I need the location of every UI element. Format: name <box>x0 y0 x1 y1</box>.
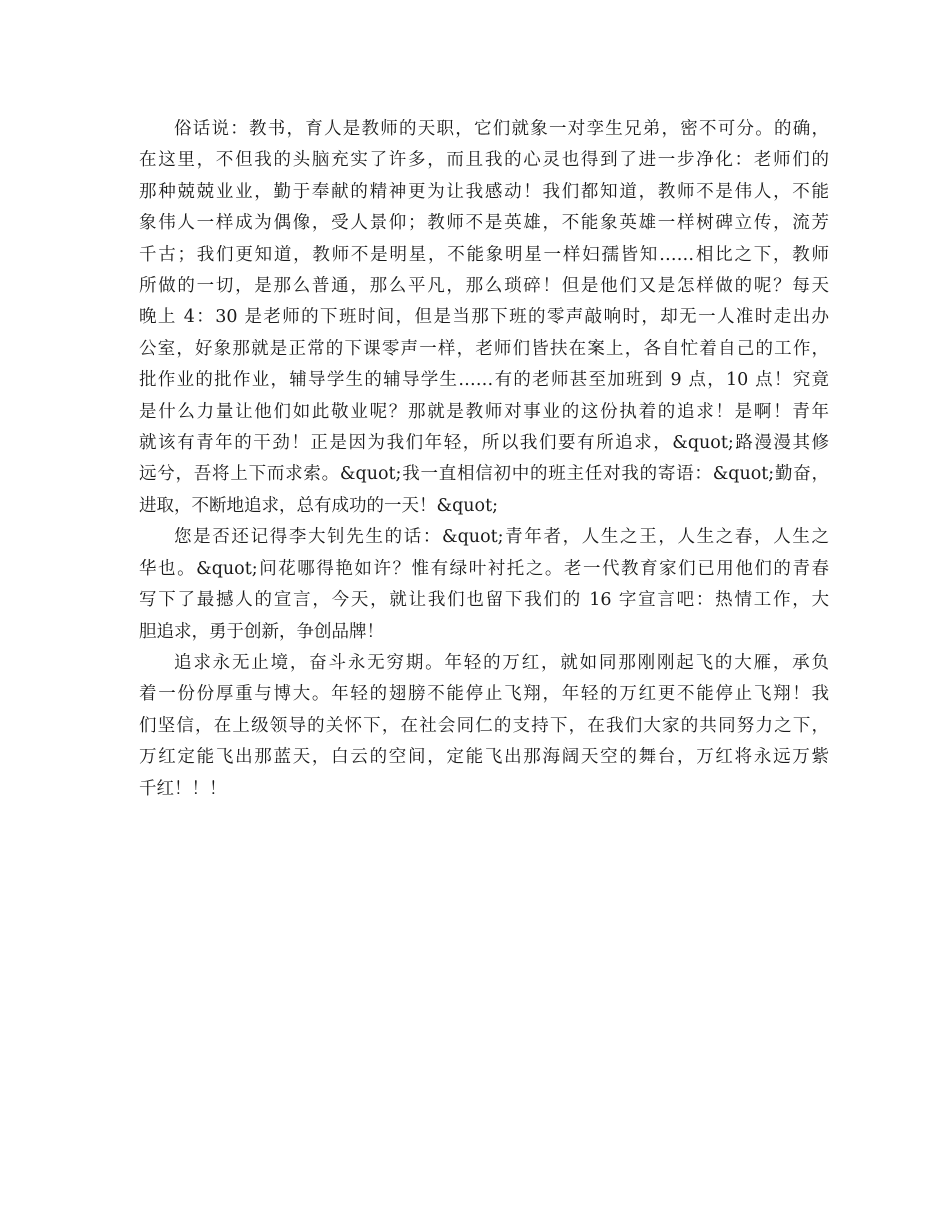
text-line: 追求永无止境，奋斗永无穷期。年轻的万红，就如同那刚刚起飞的大雁，承负 <box>174 652 829 673</box>
text-line: 批作业的批作业，辅导学生的辅导学生……有的老师甚至加班到 9 点，10 点！究竟 <box>139 370 829 391</box>
text-line: 您是否还记得李大钊先生的话：&quot;青年者，人生之王，人生之春，人生之 <box>174 527 829 548</box>
text-line: 写下了最撼人的宣言，今天，就让我们也留下我们的 16 字宣言吧：热情工作，大 <box>139 590 829 611</box>
text-line: 万红定能飞出那蓝天，白云的空间，定能飞出那海阔天空的舞台，万红将永远万紫 <box>139 747 829 768</box>
text-line: 着一份份厚重与博大。年轻的翅膀不能停止飞翔，年轻的万红更不能停止飞翔！我 <box>139 684 829 705</box>
paragraph-2 <box>139 522 829 648</box>
text-line: 在这里，不但我的头脑充实了许多，而且我的心灵也得到了进一步净化：老师们的 <box>139 150 829 171</box>
text-line: 就该有青年的干劲！正是因为我们年轻，所以我们要有所追求，&quot;路漫漫其修 <box>139 433 829 454</box>
text-line: 们坚信，在上级领导的关怀下，在社会同仁的支持下，在我们大家的共同努力之下， <box>139 715 829 736</box>
text-line: 千古；我们更知道，教师不是明星，不能象明星一样妇孺皆知……相比之下，教师 <box>139 244 829 265</box>
text-line: 象伟人一样成为偶像，受人景仰；教师不是英雄，不能象英雄一样树碑立传，流芳 <box>139 213 829 234</box>
text-line: 胆追求，勇于创新，争创品牌！ <box>139 621 384 642</box>
text-line: 所做的一切，是那么普通，那么平凡，那么琐碎！但是他们又是怎样做的呢？每天 <box>139 276 829 297</box>
text-line: 俗话说：教书，育人是教师的天职，它们就象一对孪生兄弟，密不可分。的确， <box>174 119 829 139</box>
text-line: 是什么力量让他们如此敬业呢？那就是教师对事业的这份执着的追求！是啊！青年 <box>139 401 829 422</box>
text-line: 千红！！！ <box>139 778 227 799</box>
text-line: 公室，好象那就是正常的下课零声一样，老师们皆扶在案上，各自忙着自己的工作， <box>139 338 829 359</box>
paragraph-1 <box>139 114 829 522</box>
text-line: 远兮，吾将上下而求索。&quot;我一直相信初中的班主任对我的寄语：&quot;勤奋， <box>139 464 829 485</box>
text-line: 那种兢兢业业，勤于奉献的精神更为让我感动！我们都知道，教师不是伟人，不能 <box>139 181 829 202</box>
document-body <box>139 114 829 805</box>
text-line: 进取，不断地追求，总有成功的一天！&quot; <box>139 495 499 516</box>
text-line: 华也。&quot;问花哪得艳如许？惟有绿叶衬托之。老一代教育家们已用他们的青春 <box>139 558 829 579</box>
paragraph-3 <box>139 648 829 805</box>
text-line: 晚上 4：30 是老师的下班时间，但是当那下班的零声敲响时，却无一人准时走出办 <box>139 307 829 328</box>
